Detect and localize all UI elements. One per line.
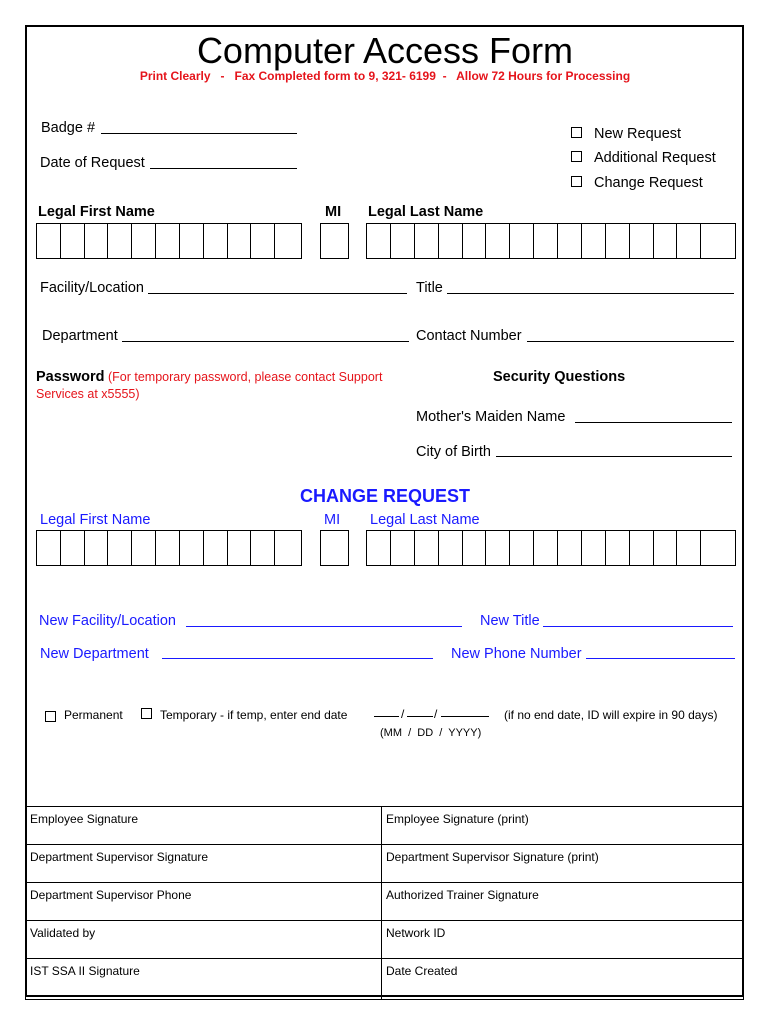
change-last-name-label: Legal Last Name <box>370 512 480 528</box>
title-input[interactable] <box>447 293 734 294</box>
table-row <box>26 807 744 845</box>
new-title-label: New Title <box>480 613 540 629</box>
legal-last-name-label: Legal Last Name <box>368 204 484 220</box>
table-row <box>26 921 744 959</box>
supervisor-signature-print-cell[interactable]: Department Supervisor Signature (print) <box>382 845 744 883</box>
new-facility-label: New Facility/Location <box>39 613 176 629</box>
employee-signature-cell[interactable]: Employee Signature <box>26 807 382 845</box>
change-request-heading: CHANGE REQUEST <box>299 486 470 506</box>
date-slash-1: / <box>401 707 405 721</box>
supervisor-signature-cell[interactable]: Department Supervisor Signature <box>26 845 382 883</box>
date-created-cell[interactable]: Date Created <box>382 959 744 1000</box>
network-id-cell[interactable]: Network ID <box>382 921 744 959</box>
permanent-checkbox[interactable] <box>45 711 56 722</box>
employee-signature-print-cell[interactable]: Employee Signature (print) <box>382 807 744 845</box>
badge-input[interactable] <box>101 133 297 134</box>
first-name-boxes[interactable] <box>36 223 302 259</box>
new-department-input[interactable] <box>162 658 433 659</box>
table-row <box>26 883 744 921</box>
contact-number-label: Contact Number <box>416 328 522 344</box>
password-note: (For temporary password, please contact Support Services at x5555) <box>36 370 383 401</box>
new-request-checkbox[interactable] <box>571 127 582 138</box>
additional-request-label: Additional Request <box>594 150 716 166</box>
trainer-signature-cell[interactable]: Authorized Trainer Signature <box>382 883 744 921</box>
ist-ssa-signature-cell[interactable]: IST SSA II Signature <box>26 959 382 1000</box>
maiden-name-label: Mother's Maiden Name <box>416 409 566 425</box>
maiden-name-input[interactable] <box>575 422 732 423</box>
change-first-name-boxes[interactable] <box>36 530 302 566</box>
temporary-checkbox[interactable] <box>141 708 152 719</box>
permanent-label: Permanent <box>64 708 123 722</box>
city-of-birth-input[interactable] <box>496 456 732 457</box>
last-name-boxes[interactable] <box>366 223 736 259</box>
facility-input[interactable] <box>148 293 407 294</box>
badge-label: Badge # <box>41 120 96 136</box>
legal-first-name-label: Legal First Name <box>38 204 155 220</box>
security-questions-heading: Security Questions <box>493 369 626 385</box>
new-phone-label: New Phone Number <box>451 646 582 662</box>
form-title: Computer Access Form <box>196 30 574 71</box>
new-phone-input[interactable] <box>586 658 735 659</box>
new-facility-input[interactable] <box>186 626 462 627</box>
password-label: Password <box>36 369 105 385</box>
expire-note: (if no end date, ID will expire in 90 days) <box>504 708 718 722</box>
mi-box[interactable] <box>320 223 349 259</box>
change-first-name-label: Legal First Name <box>40 512 151 528</box>
new-request-label: New Request <box>594 126 682 142</box>
form-instructions: Print Clearly - Fax Completed form to 9, 321- 6199 - Allow 72 Hours for Processing <box>139 69 631 83</box>
department-input[interactable] <box>122 341 409 342</box>
date-format-hint: (MM / DD / YYYY) <box>380 727 482 739</box>
end-date-year[interactable] <box>441 716 489 717</box>
mi-label: MI <box>325 204 342 220</box>
new-title-input[interactable] <box>543 626 733 627</box>
date-of-request-input[interactable] <box>150 168 297 169</box>
change-mi-box[interactable] <box>320 530 349 566</box>
password-section <box>36 369 416 403</box>
temporary-label: Temporary - if temp, enter end date <box>160 708 348 722</box>
title-label: Title <box>416 280 443 296</box>
additional-request-checkbox[interactable] <box>571 151 582 162</box>
date-slash-2: / <box>434 707 438 721</box>
contact-number-input[interactable] <box>527 341 734 342</box>
date-of-request-label: Date of Request <box>40 155 145 171</box>
table-row <box>26 959 744 1000</box>
change-mi-label: MI <box>324 512 341 528</box>
city-of-birth-label: City of Birth <box>416 444 491 460</box>
facility-label: Facility/Location <box>40 280 144 296</box>
new-department-label: New Department <box>40 646 149 662</box>
end-date-day[interactable] <box>407 716 433 717</box>
table-row <box>26 845 744 883</box>
change-last-name-boxes[interactable] <box>366 530 736 566</box>
end-date-month[interactable] <box>374 716 399 717</box>
validated-by-cell[interactable]: Validated by <box>26 921 382 959</box>
change-request-checkbox[interactable] <box>571 176 582 187</box>
signature-table <box>25 806 744 1000</box>
supervisor-phone-cell[interactable]: Department Supervisor Phone <box>26 883 382 921</box>
department-label: Department <box>42 328 118 344</box>
change-request-label: Change Request <box>594 175 703 191</box>
